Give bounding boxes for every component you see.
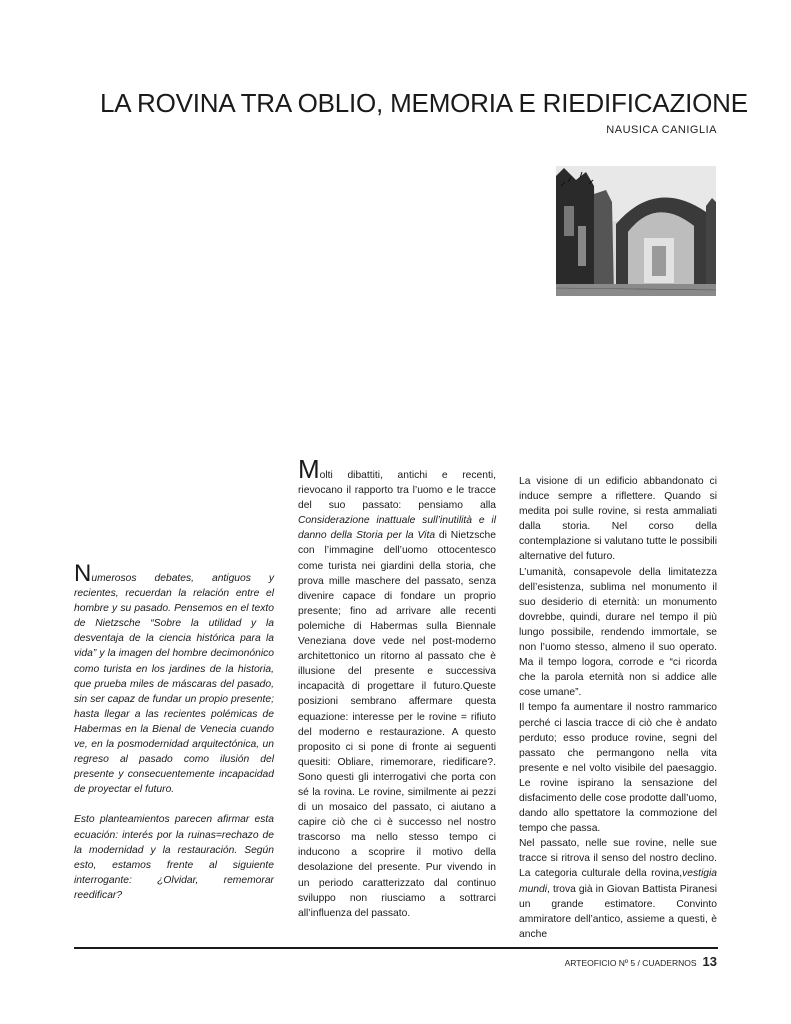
drop-cap: M [298, 454, 320, 484]
body-paragraph-5 [519, 836, 717, 942]
page-footer [565, 954, 717, 969]
body-text-5-italic: vestigia mundi [519, 868, 717, 895]
abstract-paragraph-2: Esto planteamientos parecen afirmar esta ecuación: interés por la ruinas=rechazo de la modernidad y la restauración. Según esto, estamos frente al siguiente interrogante: ¿Olvidar, rememorar reedificar? [74, 814, 274, 901]
body-paragraph-1 [298, 454, 496, 921]
drop-cap: N [74, 560, 92, 587]
journal-name: ARTEOFICIO Nº 5 / CUADERNOS [564, 958, 697, 968]
article-title: LA ROVINA TRA OBLIO, MEMORIA E RIEDIFICAZIONE [100, 88, 748, 118]
author-name: NAUSICA CANIGLIA [606, 124, 717, 136]
body-text-1b: di Nietzsche con l’immagine dell’uomo ottocentesco come turista nei giardini della storia, che prova mille maschere del passato, senza divenire capace di fondare un proprio presente; fino ad arrivare alle recenti polemiche di Habermas sulla Biennale Veneziana dove vede nel post-moderno architettonico un ritorno al passato che è illusione del presente e successiva incapacità di progettare il futuro.Queste posizioni sembrano affermare questa equazione: interesse per le rovine = rifiuto del moderno e restaurazione. A questo proposito ci si pone di fronte ai seguenti quesiti: Obliare, rimemorare, riedificare?. Sono questi gli interrogativi che porta con sé la rovina. Le rovine, similmente ai pezzi di un mosaico del passato, ci aiutano a capire ciò che ci è successo nel nostro trascorso ma nello stesso tempo ci inducono a scoprire il motivo della desolazione del presente. Pur vivendo in un periodo caratterizzato dal continuo sviluppo non riusciamo a sottrarci all’influenza del passato. [298, 530, 496, 919]
body-paragraph-4: Il tempo fa aumentare il nostro rammarico perché ci lascia tracce di ciò che è andato perduto; esso produce rovine, segni del passato che permangono nella vita presente e nel volto visibile del paesaggio. Le rovine ispirano la sensazione del disfacimento delle cose prodotte dall’uomo, dando allo spettatore la commozione del tempo che passa. [519, 702, 717, 835]
body-paragraph-2: La visione di un edificio abbandonato ci induce sempre a riflettere. Quando si medita poi sulle rovine, si resta ammaliati dalla storia. Nel corso della contemplazione si valutano tutte le possibili alternative del futuro. [519, 476, 717, 563]
body-text-1-italic: Considerazione inattuale sull’inutilità e il danno della Storia per la Vita [298, 515, 496, 542]
page-number: 13 [702, 954, 717, 969]
body-paragraph-3: L’umanità, consapevole della limitatezza dell’esistenza, sublima nel monumento il suo desiderio di eternità: un monumento dovrebbe, quindi, durare nel tempo il più lungo possibile, rendendo immortale, se non l’uomo stesso, almeno il suo operato. Ma il tempo logora, corrode e “ci ricorda che la parola eternità non si addice alle cose umane”. [519, 566, 717, 699]
italian-body-column-2 [519, 474, 717, 942]
abstract-paragraph-1 [74, 560, 274, 797]
abstract-text-1: umerosos debates, antiguos y recientes, recuerdan la relación entre el hombre y su pasado. Pensemos en el texto de Nietzsche “Sobre la utilidad y la desventaja de la ciencia histórica para la vida” y la imagen del hombre decimonónico como turista en los jardines de la historia, que prueba miles de máscaras del pasado, sin ser capaz de fundar un propio presente; hasta llegar a las recientes polémicas de Habermas en la Bienal de Venecia cuando ve, en la posmodernidad arquitectónica, un regreso al pasado como ilusión del presente y consecuentemente incapacidad de proyectar el futuro. [74, 573, 274, 796]
footer-rule [74, 947, 718, 949]
body-text-5a: Nel passato, nelle sue rovine, nelle sue tracce si ritrova il senso del nostro declino. La categoria culturale della rovina, [519, 838, 717, 880]
italian-body-column-1 [298, 454, 496, 921]
body-text-5b: , trova già in Giovan Battista Piranesi un grande estimatore. Convinto ammiratore dell’antico, assieme a questi, è anche [519, 883, 717, 940]
engraving-ruins-image [556, 166, 716, 296]
body-text-1a: olti dibattiti, antichi e recenti, rievocano il rapporto tra l’uomo e le tracce del suo passato: pensiamo alla [298, 470, 496, 512]
spanish-abstract-column [74, 560, 274, 903]
